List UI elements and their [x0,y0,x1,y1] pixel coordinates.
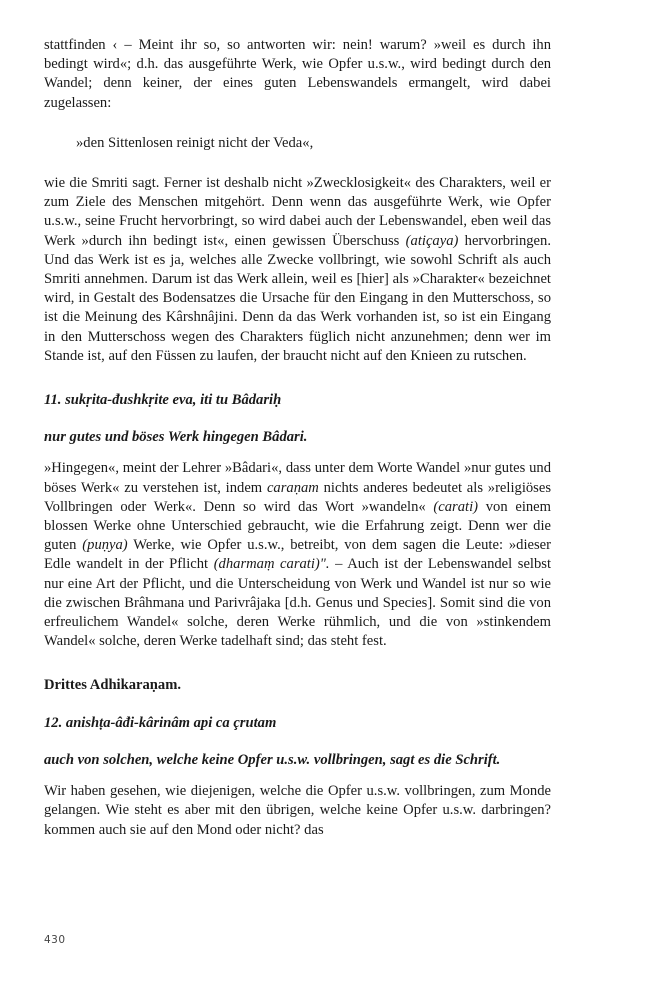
paragraph-3-text-a: »Hingegen«, meint der Lehrer »Bâdari«, dass unter dem Worte Wandel »nur gutes und böses Werk« zu verstehen ist, indem [44,460,551,496]
paragraph-3-text-e: – Auch ist der Lebenswandel selbst nur eine Art der Pflicht, und die Unterscheidung von Werk und Wandel ist nur so wie die zwischen Brâhmana und Parivrâjaka [d.h. Genus und Species]. Somit sind die von erfreulichem Wandel« solche, deren Werke rühmlich, und die von »stinkendem Wandel« solche, deren Werke tadelhaft sind; das steht fest. [44,556,552,650]
term-punya: (puṇya) [82,537,128,554]
sutra-11-heading: 11. sukṛita-đushkṛite eva, iti tu Bâdariḥ [44,392,282,409]
term-caranam: caraṇam [266,479,319,496]
sutra-12-heading: 12. anishṭa-âđi-kârinâm api ca çrutam [44,714,277,731]
quotation: »den Sittenlosen reinigt nicht der Veda«, [76,134,314,151]
paragraph-3-text-b: nichts anderes bedeutet als »religiöses Vollbringen oder Werk«. Denn so wird das Wort »wandeln« [44,479,552,515]
page-number: 430 [44,934,66,946]
paragraph-3-text-c: von einem blossen Werke ohne Unterschied gebraucht, wie die Erfahrung zeigt. Denn wer die guten [44,498,552,554]
paragraph-3 [44,459,551,651]
term-dharmam-carati: (dharmaṃ carati)". [213,556,330,573]
sutra-12-translation: auch von solchen, welche keine Opfer u.s.w. vollbringen, sagt es die Schrift. [44,751,501,768]
term-carati: (carati) [433,498,478,515]
term-aticaya: (atiçaya) [405,232,459,249]
paragraph-4: Wir haben gesehen, wie diejenigen, welche die Opfer u.s.w. vollbringen, zum Monde gelangen. Wie steht es aber mit den übrigen, welche keine Opfer u.s.w. darbringen? kommen auch sie auf den Mond oder nicht? das [44,783,551,838]
paragraph-1: stattfinden ‹ – Meint ihr so, so antworten wir: nein! warum? »weil es durch ihn bedingt wird«; d.h. das ausgeführte Werk, wie Opfer u.s.w., wird bedingt durch den Wandel; denn keiner, der eines guten Lebenswandels ermangelt, wird dabei zugelassen: [44,37,551,111]
sutra-11-translation: nur gutes und böses Werk hingegen Bâdari. [44,429,308,446]
paragraph-2 [44,174,551,366]
paragraph-2-text-b: hervorbringen. Und das Werk ist es ja, welches alle Zwecke vollbringt, wie sowohl Schrift als auch Smriti annehmen. Darum ist das Werk allein, weil es [hier] als »Charakter« bezeichnet wird, in Gestalt des Bodensatzes die Ursache für den Eingang in den Mutterschoss, so ist die Meinung des Kârshnâjini. Denn da das Werk vorhanden ist, so ist ein Eingang in den Mutterschoss wegen des Charakters füglich nicht anzunehmen; denn wer im Stande ist, auf den Füssen zu laufen, der braucht nicht auf den Knieen zu rutschen. [44,232,551,364]
paragraph-3-text-d: Werke, wie Opfer u.s.w., betreibt, von dem sagen die Leute: »dieser Edle wandelt in der Pflicht [44,537,551,573]
paragraph-2-text-a: wie die Smriti sagt. Ferner ist deshalb nicht »Zwecklosigkeit« des Charakters, weil er zum Ziele des Menschen mitgehört. Denn wenn das ausgeführte Werk, wie Opfer u.s.w., seine Frucht hervorbringt, so wird dabei auch der Lebenswandel, eben weil das Werk »durch ihn bedingt ist«, einen gewissen Überschuss [44,175,551,249]
document-page [44,36,551,840]
section-heading: Drittes Adhikaraṇam. [44,677,182,694]
